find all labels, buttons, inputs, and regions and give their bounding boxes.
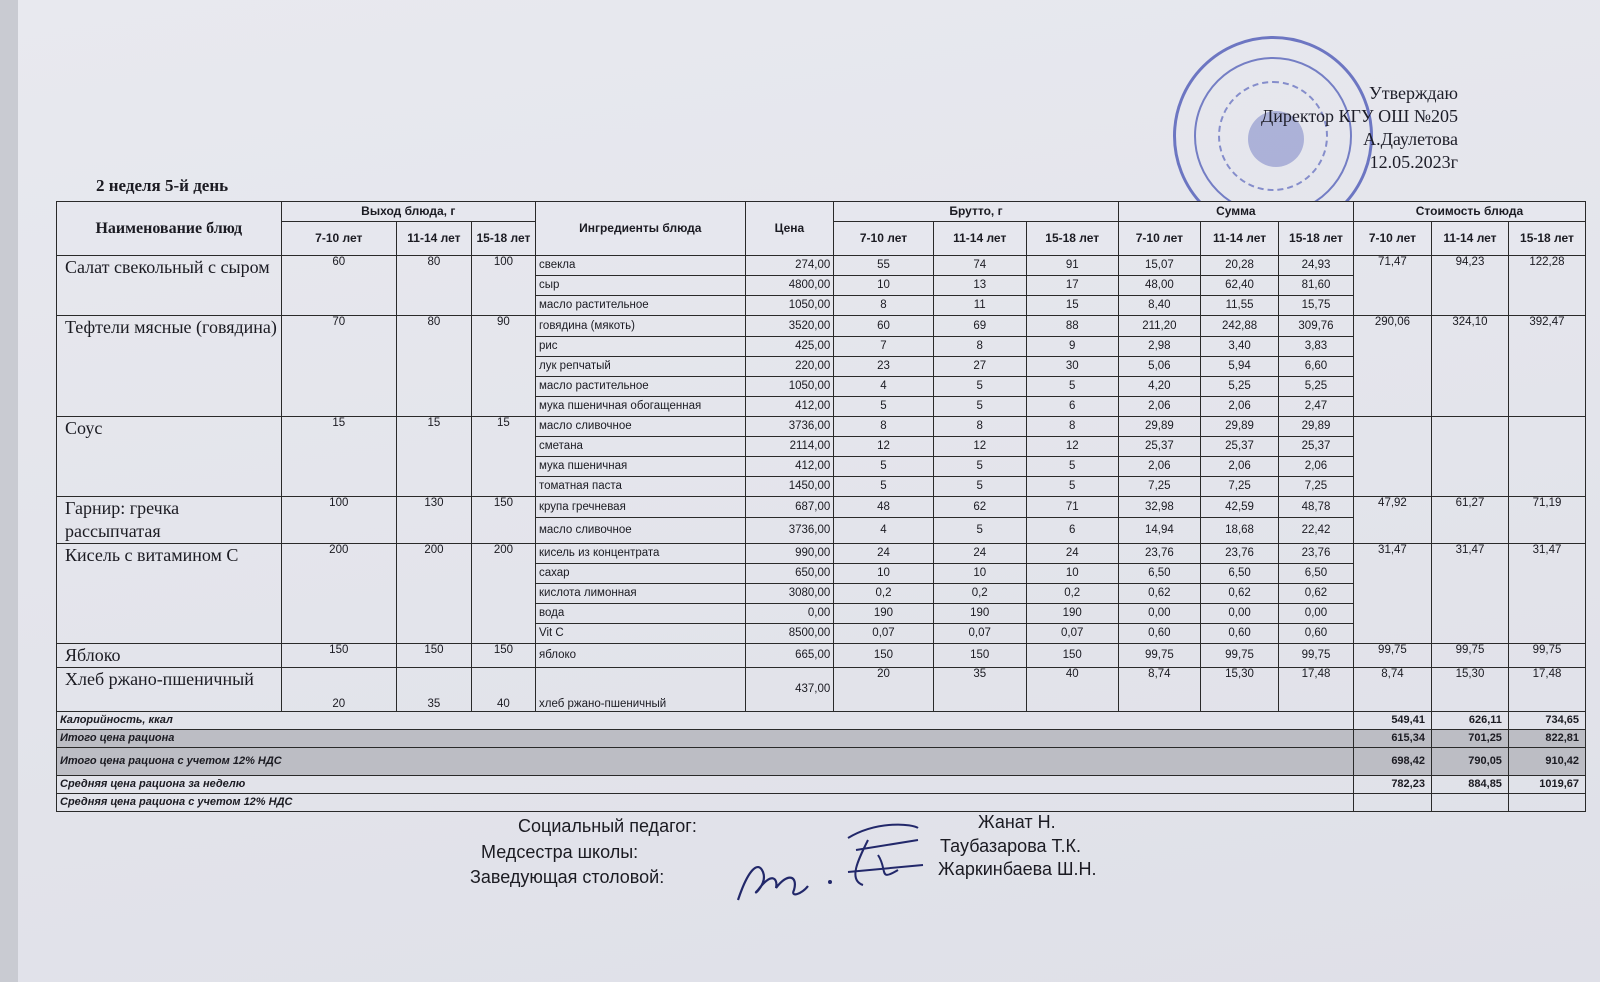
ingredient-brutto: 9 [1026,337,1118,357]
ingredient-price: 665,00 [745,644,834,668]
ingredient-brutto: 55 [834,256,933,276]
ingredient-sum: 15,75 [1279,296,1354,316]
ingredient-sum: 0,00 [1118,604,1200,624]
ingredient-brutto: 5 [834,477,933,497]
dish-output: 80 [397,256,472,316]
ingredient-name: хлеб ржано-пшеничный [535,668,745,712]
dish-output: 60 [281,256,396,316]
summary-value: 615,34 [1353,730,1431,748]
header-age2: 11-14 лет [933,222,1026,256]
ingredient-sum: 32,98 [1118,497,1200,518]
ingredient-brutto: 74 [933,256,1026,276]
summary-label: Средняя цена рациона за неделю [57,776,1354,794]
ingredient-brutto: 5 [933,377,1026,397]
ingredient-brutto: 0,07 [834,624,933,644]
ingredient-brutto: 8 [933,417,1026,437]
ingredient-price: 4800,00 [745,276,834,296]
ingredient-sum: 8,40 [1118,296,1200,316]
ingredient-brutto: 27 [933,357,1026,377]
ingredient-brutto: 10 [834,276,933,296]
summary-value: 701,25 [1431,730,1508,748]
ingredient-price: 990,00 [745,544,834,564]
ingredient-brutto: 0,07 [933,624,1026,644]
ingredient-sum: 14,94 [1118,518,1200,544]
ingredient-sum: 2,06 [1279,457,1354,477]
ingredient-brutto: 4 [834,518,933,544]
ingredient-brutto: 11 [933,296,1026,316]
header-age2: 11-14 лет [397,222,472,256]
ingredient-sum: 48,00 [1118,276,1200,296]
ingredient-sum: 99,75 [1201,644,1279,668]
ingredient-sum: 0,62 [1118,584,1200,604]
ingredient-brutto: 71 [1026,497,1118,518]
table-row [57,316,1586,337]
summary-label: Итого цена рациона [57,730,1354,748]
ingredient-brutto: 5 [933,397,1026,417]
dish-cost: 31,47 [1353,544,1431,644]
ingredient-brutto: 88 [1026,316,1118,337]
ingredient-brutto: 10 [834,564,933,584]
header-age3: 15-18 лет [1026,222,1118,256]
header-sum: Сумма [1118,202,1353,222]
ingredient-brutto: 6 [1026,518,1118,544]
ingredient-price: 3520,00 [745,316,834,337]
ingredient-sum: 99,75 [1279,644,1354,668]
dish-output: 150 [471,497,535,544]
ingredient-sum: 25,37 [1201,437,1279,457]
dish-cost: 31,47 [1431,544,1508,644]
ingredient-brutto: 5 [933,477,1026,497]
dish-output: 150 [397,644,472,668]
summary-label: Итого цена рациона с учетом 12% НДС [57,748,1354,776]
ingredient-name: мука пшеничная обогащенная [535,397,745,417]
ingredient-sum: 0,62 [1201,584,1279,604]
dish-output: 150 [281,644,396,668]
ingredient-brutto: 60 [834,316,933,337]
ingredient-sum: 48,78 [1279,497,1354,518]
ingredient-price: 412,00 [745,397,834,417]
dish-cost: 47,92 [1353,497,1431,544]
ingredient-sum: 29,89 [1279,417,1354,437]
approval-line3: А.Даулетова [1363,129,1458,149]
ingredient-sum: 4,20 [1118,377,1200,397]
header-age1: 7-10 лет [1353,222,1431,256]
ingredient-brutto: 0,2 [834,584,933,604]
ingredient-sum: 18,68 [1201,518,1279,544]
dish-cost: 99,75 [1353,644,1431,668]
ingredient-name: мука пшеничная [535,457,745,477]
ingredient-sum: 2,06 [1201,457,1279,477]
summary-value: 822,81 [1508,730,1585,748]
dish-name: Хлеб ржано-пшеничный [57,668,282,712]
ingredient-name: лук репчатый [535,357,745,377]
ingredient-brutto: 24 [834,544,933,564]
dish-name: Салат свекольный с сыром [57,256,282,316]
table-row [57,256,1586,276]
ingredient-brutto: 5 [834,457,933,477]
ingredient-price: 274,00 [745,256,834,276]
dish-name: Гарнир: гречка рассыпчатая [57,497,282,544]
summary-value: 910,42 [1508,748,1585,776]
summary-label: Калорийность, ккал [57,712,1354,730]
dish-output: 200 [397,544,472,644]
dish-name: Кисель с витамином С [57,544,282,644]
ingredient-brutto: 30 [1026,357,1118,377]
ingredient-brutto: 23 [834,357,933,377]
ingredient-sum: 242,88 [1201,316,1279,337]
dish-cost: 61,27 [1431,497,1508,544]
ingredient-price: 220,00 [745,357,834,377]
ingredient-brutto: 5 [834,397,933,417]
ingredient-price: 2114,00 [745,437,834,457]
ingredient-sum: 6,50 [1201,564,1279,584]
ingredient-price: 1050,00 [745,296,834,316]
ingredient-brutto: 5 [933,457,1026,477]
ingredient-sum: 2,06 [1118,397,1200,417]
dish-cost [1431,417,1508,497]
ingredient-brutto: 5 [1026,477,1118,497]
ingredient-brutto: 150 [834,644,933,668]
summary-value: 884,85 [1431,776,1508,794]
ingredient-brutto: 48 [834,497,933,518]
ingredient-brutto: 12 [1026,437,1118,457]
ingredient-name: томатная паста [535,477,745,497]
ingredient-price: 1450,00 [745,477,834,497]
ingredient-name: масло растительное [535,377,745,397]
ingredient-brutto: 4 [834,377,933,397]
ingredient-brutto: 5 [933,518,1026,544]
ingredient-brutto: 40 [1026,668,1118,712]
ingredient-brutto: 190 [834,604,933,624]
summary-label: Средняя цена рациона с учетом 12% НДС [57,794,1354,812]
ingredient-sum: 5,25 [1279,377,1354,397]
signature-role-2: Медсестра школы: [481,842,639,862]
menu-table [56,201,1586,812]
summary-row [57,712,1586,730]
dish-cost: 71,19 [1508,497,1585,544]
ingredient-brutto: 0,07 [1026,624,1118,644]
ingredient-price: 3080,00 [745,584,834,604]
ingredient-sum: 2,47 [1279,397,1354,417]
ingredient-brutto: 6 [1026,397,1118,417]
handwritten-signature [728,810,938,910]
header-dish-name: Наименование блюд [57,202,282,256]
ingredient-name: сахар [535,564,745,584]
summary-value: 549,41 [1353,712,1431,730]
ingredient-sum: 24,93 [1279,256,1354,276]
header-brutto: Брутто, г [834,202,1118,222]
ingredient-sum: 15,07 [1118,256,1200,276]
summary-value: 790,05 [1431,748,1508,776]
ingredient-brutto: 17 [1026,276,1118,296]
ingredient-sum: 6,50 [1279,564,1354,584]
header-price: Цена [745,202,834,256]
ingredient-sum: 6,60 [1279,357,1354,377]
dish-output: 40 [471,668,535,712]
ingredient-name: Vit C [535,624,745,644]
ingredient-sum: 25,37 [1118,437,1200,457]
dish-output: 100 [471,256,535,316]
dish-output: 35 [397,668,472,712]
ingredient-sum: 99,75 [1118,644,1200,668]
summary-value: 698,42 [1353,748,1431,776]
dish-output: 150 [471,644,535,668]
dish-output: 200 [471,544,535,644]
ingredient-sum: 81,60 [1279,276,1354,296]
ingredient-sum: 8,74 [1118,668,1200,712]
ingredient-brutto: 20 [834,668,933,712]
ingredient-brutto: 8 [834,296,933,316]
header-output: Выход блюда, г [281,202,535,222]
dish-output: 100 [281,497,396,544]
day-title: 2 неделя 5-й день [96,176,229,195]
table-row [57,644,1586,668]
ingredient-sum: 7,25 [1279,477,1354,497]
dish-output: 200 [281,544,396,644]
dish-output: 90 [471,316,535,417]
table-row [57,668,1586,712]
ingredient-price: 8500,00 [745,624,834,644]
ingredient-brutto: 5 [1026,377,1118,397]
ingredient-sum: 2,06 [1118,457,1200,477]
ingredient-sum: 29,89 [1118,417,1200,437]
summary-value: 626,11 [1431,712,1508,730]
summary-value [1353,794,1431,812]
dish-cost: 99,75 [1508,644,1585,668]
table-row [57,544,1586,564]
ingredient-brutto: 150 [1026,644,1118,668]
ingredient-sum: 5,06 [1118,357,1200,377]
approval-line2: Директор КГУ ОШ №205 [1260,106,1458,126]
dish-output: 15 [397,417,472,497]
ingredient-sum: 2,98 [1118,337,1200,357]
table-row [57,497,1586,518]
ingredient-brutto: 7 [834,337,933,357]
summary-row [57,794,1586,812]
dish-output: 70 [281,316,396,417]
ingredient-brutto: 10 [933,564,1026,584]
ingredient-sum: 23,76 [1118,544,1200,564]
ingredient-sum: 20,28 [1201,256,1279,276]
ingredient-name: вода [535,604,745,624]
summary-value [1431,794,1508,812]
ingredient-brutto: 12 [834,437,933,457]
header-age1: 7-10 лет [834,222,933,256]
ingredient-sum: 0,60 [1279,624,1354,644]
dish-name: Тефтели мясные (говядина) [57,316,282,417]
ingredient-name: сметана [535,437,745,457]
dish-cost: 94,23 [1431,256,1508,316]
ingredient-name: свекла [535,256,745,276]
dish-output: 20 [281,668,396,712]
ingredient-price: 0,00 [745,604,834,624]
ingredient-brutto: 8 [834,417,933,437]
ingredient-name: кисель из концентрата [535,544,745,564]
signature-name-2: Таубазарова Т.К. [940,836,1082,856]
ingredient-brutto: 150 [933,644,1026,668]
dish-output: 15 [471,417,535,497]
header-age2: 11-14 лет [1201,222,1279,256]
dish-cost: 15,30 [1431,668,1508,712]
approval-line4: 12.05.2023г [1369,152,1458,172]
ingredient-price: 3736,00 [745,518,834,544]
ingredient-brutto: 13 [933,276,1026,296]
header-age2: 11-14 лет [1431,222,1508,256]
ingredient-sum: 2,06 [1201,397,1279,417]
ingredient-name: крупа гречневая [535,497,745,518]
ingredient-sum: 0,62 [1279,584,1354,604]
dish-cost: 31,47 [1508,544,1585,644]
ingredient-sum: 25,37 [1279,437,1354,457]
ingredient-name: рис [535,337,745,357]
dish-cost: 17,48 [1508,668,1585,712]
ingredient-sum: 29,89 [1201,417,1279,437]
ingredient-name: масло сливочное [535,417,745,437]
ingredient-name: масло сливочное [535,518,745,544]
ingredient-sum: 15,30 [1201,668,1279,712]
signature-role-1: Социальный педагог: [518,816,697,836]
header-age1: 7-10 лет [1118,222,1200,256]
header-cost: Стоимость блюда [1353,202,1585,222]
ingredient-brutto: 10 [1026,564,1118,584]
ingredient-sum: 42,59 [1201,497,1279,518]
table-row [57,417,1586,437]
ingredient-brutto: 8 [933,337,1026,357]
dish-cost: 8,74 [1353,668,1431,712]
ingredient-price: 437,00 [745,668,834,712]
summary-value [1508,794,1585,812]
ingredient-name: кислота лимонная [535,584,745,604]
ingredient-sum: 5,25 [1201,377,1279,397]
ingredient-brutto: 5 [1026,457,1118,477]
dish-name: Яблоко [57,644,282,668]
summary-row [57,776,1586,794]
dish-cost: 324,10 [1431,316,1508,417]
header-age3: 15-18 лет [471,222,535,256]
header-ingredients: Ингредиенты блюда [535,202,745,256]
dish-output: 15 [281,417,396,497]
header-age1: 7-10 лет [281,222,396,256]
header-age3: 15-18 лет [1508,222,1585,256]
dish-output: 130 [397,497,472,544]
ingredient-name: масло растительное [535,296,745,316]
ingredient-brutto: 15 [1026,296,1118,316]
ingredient-sum: 22,42 [1279,518,1354,544]
approval-block [1208,82,1458,174]
dish-output: 80 [397,316,472,417]
ingredient-sum: 0,60 [1118,624,1200,644]
document-page [18,0,1600,982]
ingredient-brutto: 91 [1026,256,1118,276]
ingredient-brutto: 62 [933,497,1026,518]
ingredient-brutto: 69 [933,316,1026,337]
dish-cost [1508,417,1585,497]
ingredient-sum: 3,40 [1201,337,1279,357]
dish-name: Соус [57,417,282,497]
ingredient-name: яблоко [535,644,745,668]
ingredient-price: 3736,00 [745,417,834,437]
approval-line1: Утверждаю [1368,83,1458,103]
signature-name-3: Жаркинбаева Ш.Н. [938,859,1097,879]
signature-name-1: Жанат Н. [978,812,1056,832]
ingredient-brutto: 0,2 [933,584,1026,604]
header-age3: 15-18 лет [1279,222,1354,256]
ingredient-sum: 6,50 [1118,564,1200,584]
ingredient-sum: 0,60 [1201,624,1279,644]
ingredient-brutto: 12 [933,437,1026,457]
ingredient-price: 425,00 [745,337,834,357]
ingredient-brutto: 24 [933,544,1026,564]
ingredient-name: говядина (мякоть) [535,316,745,337]
ingredient-brutto: 0,2 [1026,584,1118,604]
ingredient-sum: 62,40 [1201,276,1279,296]
ingredient-sum: 23,76 [1279,544,1354,564]
dish-cost: 71,47 [1353,256,1431,316]
ingredient-sum: 5,94 [1201,357,1279,377]
summary-row [57,748,1586,776]
ingredient-brutto: 24 [1026,544,1118,564]
dish-cost: 290,06 [1353,316,1431,417]
ingredient-sum: 211,20 [1118,316,1200,337]
ingredient-price: 687,00 [745,497,834,518]
ingredient-brutto: 35 [933,668,1026,712]
ingredient-brutto: 190 [1026,604,1118,624]
ingredient-sum: 3,83 [1279,337,1354,357]
ingredient-sum: 17,48 [1279,668,1354,712]
summary-value: 734,65 [1508,712,1585,730]
ingredient-price: 650,00 [745,564,834,584]
summary-value: 1019,67 [1508,776,1585,794]
summary-value: 782,23 [1353,776,1431,794]
ingredient-sum: 0,00 [1279,604,1354,624]
ingredient-sum: 7,25 [1118,477,1200,497]
ingredient-name: сыр [535,276,745,296]
ingredient-brutto: 190 [933,604,1026,624]
ingredient-price: 1050,00 [745,377,834,397]
dish-cost: 99,75 [1431,644,1508,668]
ingredient-sum: 23,76 [1201,544,1279,564]
ingredient-price: 412,00 [745,457,834,477]
dish-cost: 392,47 [1508,316,1585,417]
ingredient-brutto: 8 [1026,417,1118,437]
dish-cost [1353,417,1431,497]
summary-row [57,730,1586,748]
ingredient-sum: 0,00 [1201,604,1279,624]
ingredient-sum: 309,76 [1279,316,1354,337]
ingredient-sum: 7,25 [1201,477,1279,497]
signature-role-3: Заведующая столовой: [470,867,665,887]
dish-cost: 122,28 [1508,256,1585,316]
ingredient-sum: 11,55 [1201,296,1279,316]
